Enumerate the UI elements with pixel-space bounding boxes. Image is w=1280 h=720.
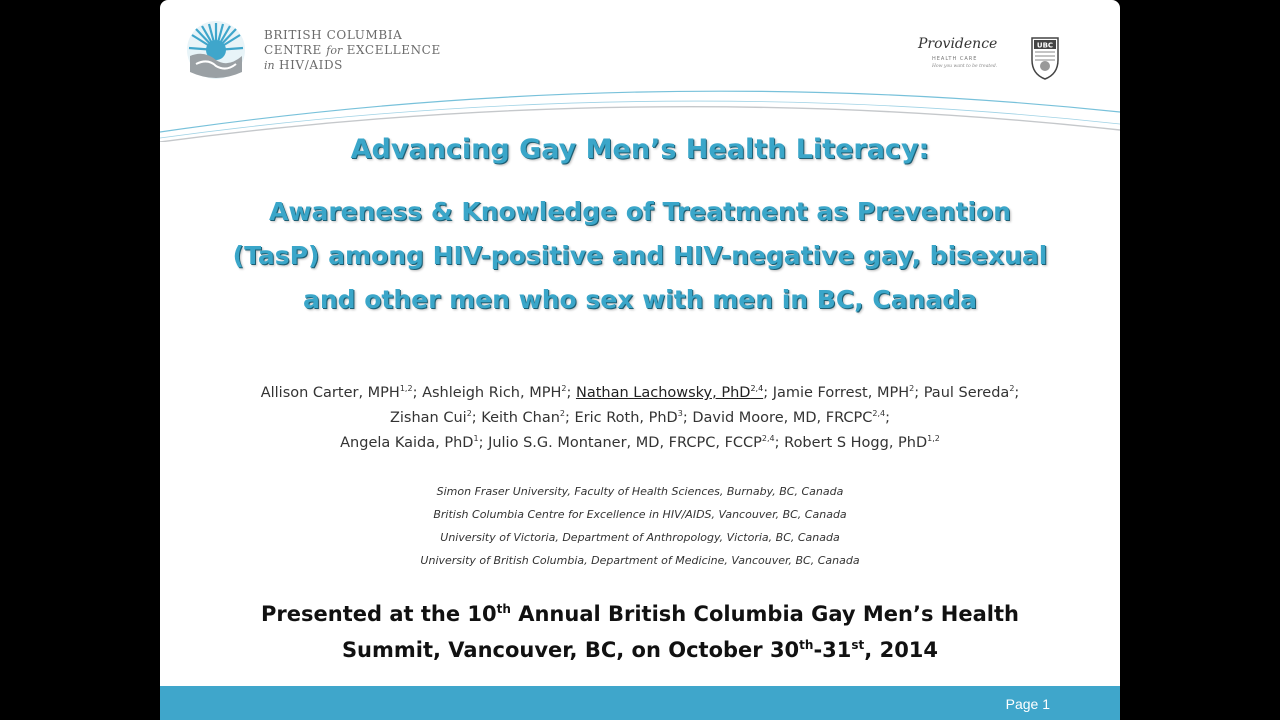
logo-line-3-italic: in <box>264 59 275 72</box>
author: Zishan Cui$^2$; <box>389 409 482 426</box>
bc-centre-logo-text <box>264 28 441 73</box>
affiliation: University of Victoria, Department of Anthropology, Victoria, BC, Canada <box>440 531 840 544</box>
author: Julio S.G. Montaner, MD, FRCPC, FCCP$^{2,4}$; <box>488 434 785 451</box>
providence-logo <box>918 36 1014 72</box>
author: Paul Sereda$^2$; <box>923 384 1020 401</box>
logo-line-3-suffix: HIV/AIDS <box>274 58 343 72</box>
affiliation: Simon Fraser University, Faculty of Health Sciences, Burnaby, BC, Canada <box>436 485 844 498</box>
author: Angela Kaida, PhD$^1$; <box>340 434 489 451</box>
slide-subtitle <box>160 190 1120 322</box>
author: Jamie Forrest, MPH$^2$; <box>772 384 924 401</box>
presentation-note: Presented at the 10th Annual British Columbia Gay Men’s Health Summit, Vancouver, BC, on October 30th-31st, 2014 <box>261 602 1019 662</box>
affiliations <box>320 480 960 572</box>
subtitle-line-2: (TasP) among HIV-positive and HIV-negative gay, bisexual <box>232 241 1048 270</box>
author-list: Allison Carter, MPH$^{1,2}$; Ashleigh Rich, MPH$^2$; Nathan Lachowsky, PhD$^{2,4}$; Jamie Forrest, MPH$^2$; Paul Sereda$^2$; Zishan Cui$^2$; Keith Chan$^2$; Eric Roth, PhD$^3$; David Moore, MD, FRCPC$^{2,4}$; Angela Kaida, PhD$^1$; Julio S.G. Montaner, MD, FRCPC, FCCP$^{2,4}$; Robert S Hogg, PhD$^{1,2}$ <box>260 384 1020 451</box>
affiliation: University of British Columbia, Department of Medicine, Vancouver, BC, Canada <box>420 554 860 567</box>
providence-sub: HEALTH CARE <box>932 56 978 62</box>
author: Eric Roth, PhD$^3$; <box>574 409 693 426</box>
logo-line-2-italic: for <box>326 44 343 57</box>
slide <box>160 0 1120 720</box>
subtitle-line-3: and other men who sex with men in BC, Canada <box>302 285 978 314</box>
affiliation: British Columbia Centre for Excellence in HIV/AIDS, Vancouver, BC, Canada <box>433 508 847 521</box>
footer-bar <box>160 686 1120 720</box>
header-swoosh <box>160 72 1120 142</box>
author: Allison Carter, MPH$^{1,2}$; <box>260 384 423 401</box>
logo-line-2-prefix: CENTRE <box>264 43 327 57</box>
providence-name: Providence <box>918 36 998 52</box>
providence-tagline: How you want to be treated. <box>932 64 998 69</box>
author: David Moore, MD, FRCPC$^{2,4}$; <box>692 409 891 426</box>
page-number: Page 1 <box>1005 696 1050 712</box>
author-presenter: Nathan Lachowsky, PhD$^{2,4}$ <box>575 384 764 401</box>
author: Ashleigh Rich, MPH$^2$; <box>422 384 576 401</box>
author: Robert S Hogg, PhD$^{1,2}$ <box>784 434 940 451</box>
author: Keith Chan$^2$; <box>481 409 575 426</box>
logo-line-1: BRITISH COLUMBIA <box>264 28 403 42</box>
slide-title: Advancing Gay Men’s Health Literacy: <box>350 134 930 165</box>
bc-centre-emblem-icon <box>186 20 246 80</box>
subtitle-line-1: Awareness & Knowledge of Treatment as Prevention <box>269 197 1011 226</box>
ubc-text: UBC <box>1036 41 1054 50</box>
logo-line-2-suffix: EXCELLENCE <box>342 43 441 57</box>
